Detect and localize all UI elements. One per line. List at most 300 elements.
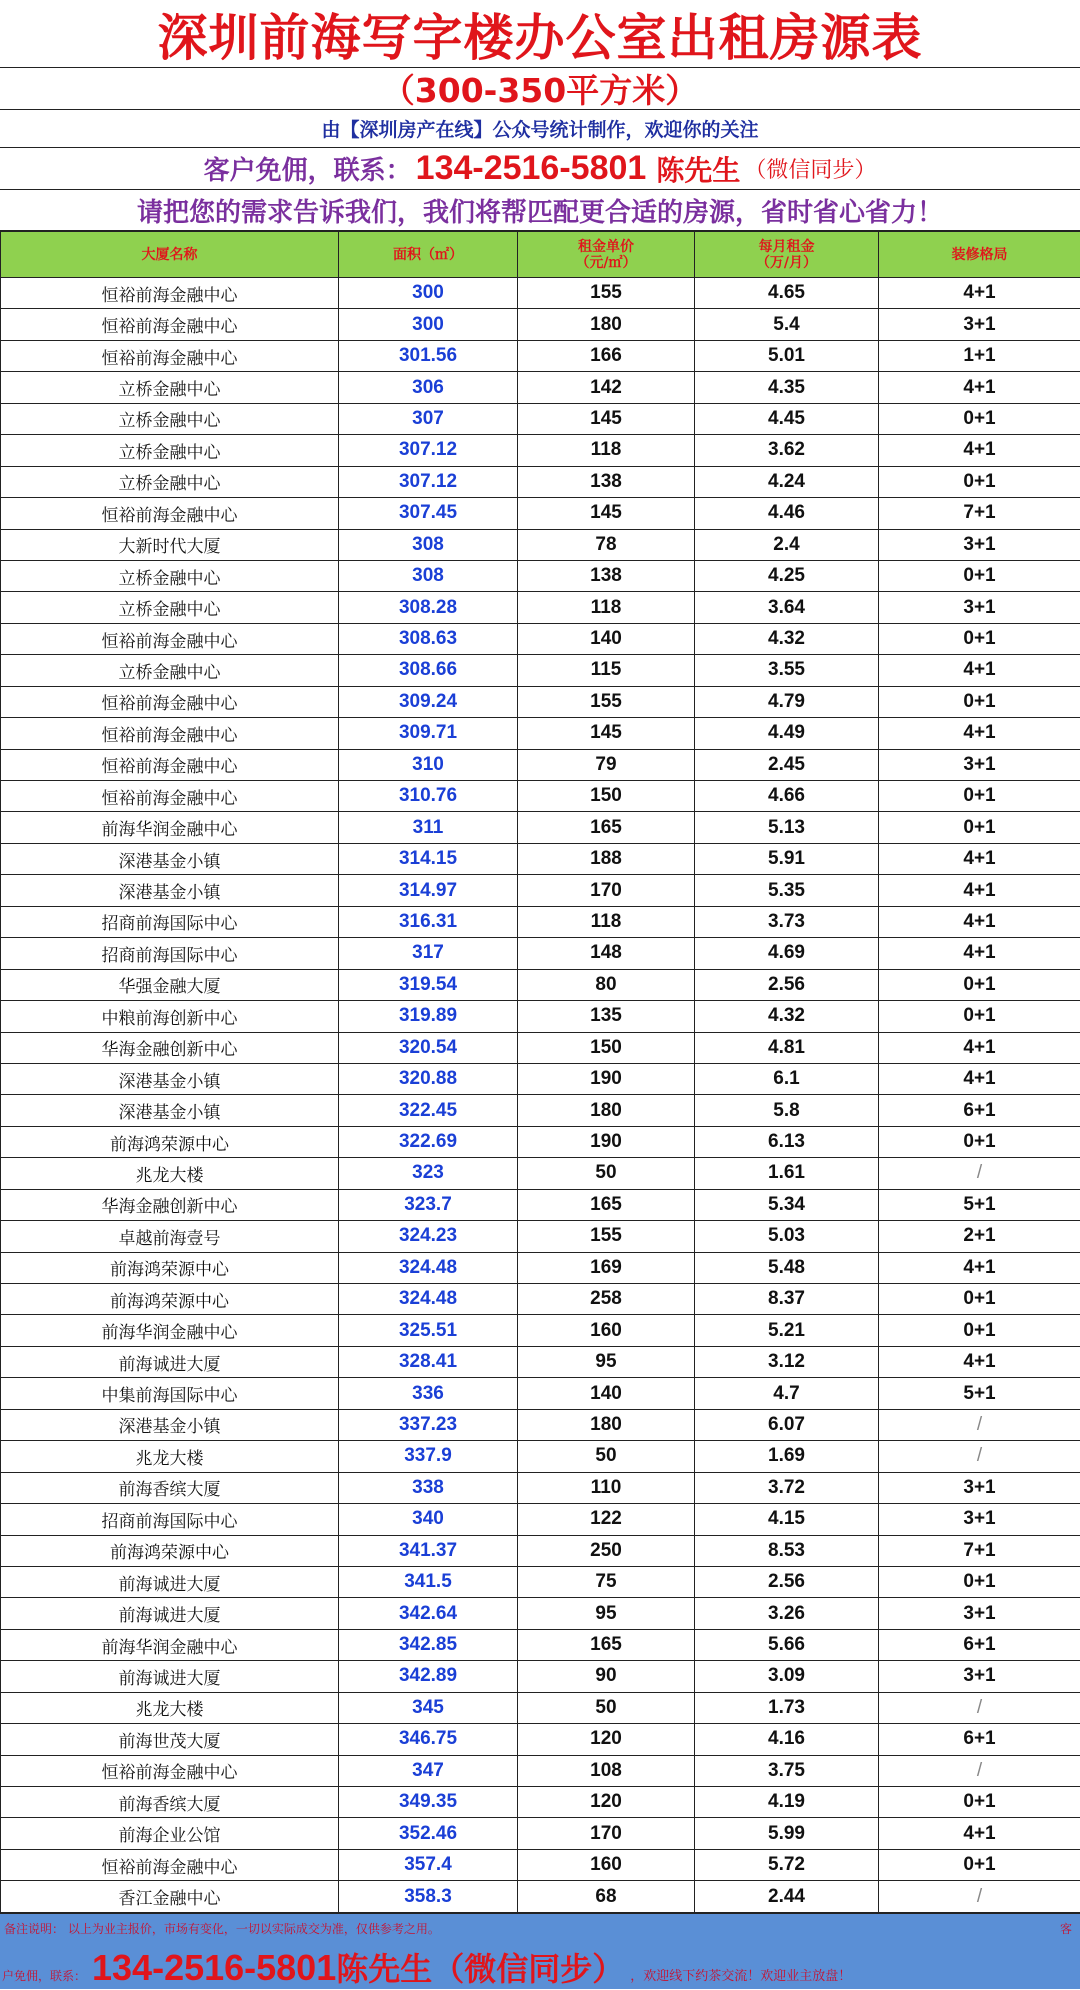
cell-area: 325.51 [339, 1315, 518, 1346]
cell-monthly-rent: 8.53 [695, 1535, 879, 1566]
cell-area: 358.3 [339, 1881, 518, 1912]
cell-monthly-rent: 4.32 [695, 623, 879, 654]
title-text: 深圳前海写字楼办公室出租房源表 [158, 0, 923, 70]
table-row [1, 372, 1080, 403]
cell-building-name: 前海鸿荣源中心 [1, 1535, 339, 1566]
table-row [1, 435, 1080, 466]
cell-building-name: 恒裕前海金融中心 [1, 749, 339, 780]
cell-area: 328.41 [339, 1346, 518, 1377]
cell-monthly-rent: 3.09 [695, 1661, 879, 1692]
cell-unit-price: 110 [518, 1472, 695, 1503]
cell-building-name: 前海香缤大厦 [1, 1787, 339, 1818]
cell-layout: 0+1 [879, 1315, 1080, 1346]
cell-building-name: 前海香缤大厦 [1, 1472, 339, 1503]
cell-area: 324.23 [339, 1221, 518, 1252]
cell-area: 314.97 [339, 875, 518, 906]
table-row [1, 1881, 1080, 1912]
table-row [1, 592, 1080, 623]
table-row [1, 560, 1080, 591]
cell-building-name: 前海鸿荣源中心 [1, 1284, 339, 1315]
cell-building-name: 立桥金融中心 [1, 372, 339, 403]
cell-layout: 4+1 [879, 655, 1080, 686]
table-row [1, 1724, 1080, 1755]
cell-unit-price: 122 [518, 1504, 695, 1535]
cell-unit-price: 148 [518, 938, 695, 969]
cell-unit-price: 145 [518, 403, 695, 434]
cell-unit-price: 145 [518, 718, 695, 749]
cell-layout: 3+1 [879, 309, 1080, 340]
cell-layout: 1+1 [879, 340, 1080, 371]
cell-building-name: 前海华润金融中心 [1, 812, 339, 843]
cell-monthly-rent: 4.7 [695, 1378, 879, 1409]
cell-building-name: 前海诚进大厦 [1, 1566, 339, 1597]
cell-area: 347 [339, 1755, 518, 1786]
cell-layout: / [879, 1158, 1080, 1189]
table-row [1, 1126, 1080, 1157]
cell-monthly-rent: 1.73 [695, 1692, 879, 1723]
table-row [1, 1158, 1080, 1189]
cell-monthly-rent: 4.79 [695, 686, 879, 717]
cell-unit-price: 165 [518, 1189, 695, 1220]
cell-area: 357.4 [339, 1849, 518, 1880]
cell-monthly-rent: 5.99 [695, 1818, 879, 1849]
table-row [1, 1535, 1080, 1566]
cell-unit-price: 165 [518, 1629, 695, 1660]
cell-area: 306 [339, 372, 518, 403]
cell-layout: 2+1 [879, 1221, 1080, 1252]
listing-table [0, 231, 1080, 1913]
cell-building-name: 深港基金小镇 [1, 1409, 339, 1440]
table-row [1, 1692, 1080, 1723]
cell-area: 336 [339, 1378, 518, 1409]
cell-area: 309.24 [339, 686, 518, 717]
contact-lead: 客户免佣，联系： [204, 150, 412, 187]
table-row [1, 1598, 1080, 1629]
cell-area: 314.15 [339, 843, 518, 874]
cell-monthly-rent: 5.01 [695, 340, 879, 371]
cell-building-name: 立桥金融中心 [1, 592, 339, 623]
col-monthly-rent: 每月租金 （万/月） [695, 232, 879, 278]
cell-area: 309.71 [339, 718, 518, 749]
cell-building-name: 立桥金融中心 [1, 560, 339, 591]
cell-unit-price: 250 [518, 1535, 695, 1566]
cell-area: 337.9 [339, 1441, 518, 1472]
cell-area: 341.5 [339, 1566, 518, 1597]
cell-area: 316.31 [339, 906, 518, 937]
cell-area: 310.76 [339, 781, 518, 812]
contact-wechat: （微信同步） [744, 153, 876, 184]
cell-building-name: 卓越前海壹号 [1, 1221, 339, 1252]
cell-monthly-rent: 2.56 [695, 969, 879, 1000]
table-row [1, 843, 1080, 874]
cell-layout: 0+1 [879, 1849, 1080, 1880]
cell-building-name: 华海金融创新中心 [1, 1032, 339, 1063]
cell-unit-price: 188 [518, 843, 695, 874]
cell-building-name: 中集前海国际中心 [1, 1378, 339, 1409]
cell-building-name: 兆龙大楼 [1, 1158, 339, 1189]
footer-note: 备注说明： 以上为业主报价，市场有变化，一切以实际成交为准，仅供参考之用。 [4, 1920, 440, 1937]
sheet-subtitle [0, 68, 1080, 110]
cell-layout: 0+1 [879, 969, 1080, 1000]
cell-building-name: 招商前海国际中心 [1, 1504, 339, 1535]
cell-unit-price: 115 [518, 655, 695, 686]
cell-unit-price: 120 [518, 1787, 695, 1818]
cell-unit-price: 95 [518, 1346, 695, 1377]
subtitle-text: （300-350平方米） [382, 65, 698, 112]
col-unit-price: 租金单价 （元/㎡） [518, 232, 695, 278]
cell-monthly-rent: 3.12 [695, 1346, 879, 1377]
cell-monthly-rent: 4.45 [695, 403, 879, 434]
cell-area: 323 [339, 1158, 518, 1189]
cell-building-name: 华海金融创新中心 [1, 1189, 339, 1220]
table-row [1, 1315, 1080, 1346]
cell-monthly-rent: 5.35 [695, 875, 879, 906]
cell-layout: 7+1 [879, 1535, 1080, 1566]
footer-name: 陈先生（微信同步） [336, 1944, 624, 1990]
cell-layout: 4+1 [879, 875, 1080, 906]
table-row [1, 529, 1080, 560]
table-row [1, 1189, 1080, 1220]
cell-unit-price: 160 [518, 1849, 695, 1880]
cell-building-name: 深港基金小镇 [1, 875, 339, 906]
col-area: 面积（㎡） [339, 232, 518, 278]
cell-layout: 4+1 [879, 906, 1080, 937]
cell-monthly-rent: 8.37 [695, 1284, 879, 1315]
footer-tail: ，欢迎线下约茶交流！欢迎业主放盘！ [630, 1965, 851, 1984]
cell-area: 317 [339, 938, 518, 969]
cell-layout: 4+1 [879, 278, 1080, 309]
footer-phone: 134-2516-5801 [92, 1947, 336, 1989]
cell-unit-price: 140 [518, 1378, 695, 1409]
table-row [1, 278, 1080, 309]
request-text: 请把您的需求告诉我们，我们将帮匹配更合适的房源，省时省心省力！ [137, 192, 943, 229]
cell-layout: 4+1 [879, 1252, 1080, 1283]
cell-unit-price: 79 [518, 749, 695, 780]
table-row [1, 403, 1080, 434]
cell-unit-price: 180 [518, 1409, 695, 1440]
col-layout: 装修格局 [879, 232, 1080, 278]
cell-area: 342.85 [339, 1629, 518, 1660]
cell-area: 308 [339, 560, 518, 591]
cell-layout: 7+1 [879, 498, 1080, 529]
table-row [1, 1095, 1080, 1126]
cell-building-name: 恒裕前海金融中心 [1, 686, 339, 717]
cell-monthly-rent: 4.15 [695, 1504, 879, 1535]
cell-building-name: 前海诚进大厦 [1, 1598, 339, 1629]
table-row [1, 781, 1080, 812]
cell-unit-price: 50 [518, 1158, 695, 1189]
cell-building-name: 恒裕前海金融中心 [1, 1755, 339, 1786]
cell-area: 342.89 [339, 1661, 518, 1692]
table-row [1, 1346, 1080, 1377]
cell-building-name: 华强金融大厦 [1, 969, 339, 1000]
cell-building-name: 前海华润金融中心 [1, 1629, 339, 1660]
cell-layout: 0+1 [879, 686, 1080, 717]
cell-monthly-rent: 4.69 [695, 938, 879, 969]
table-row [1, 1252, 1080, 1283]
cell-layout: / [879, 1409, 1080, 1440]
cell-area: 320.88 [339, 1063, 518, 1094]
table-row [1, 1001, 1080, 1032]
cell-unit-price: 118 [518, 592, 695, 623]
table-row [1, 1032, 1080, 1063]
col-building-name: 大厦名称 [1, 232, 339, 278]
cell-monthly-rent: 5.91 [695, 843, 879, 874]
cell-layout: 0+1 [879, 781, 1080, 812]
table-header-row [1, 232, 1080, 278]
cell-monthly-rent: 2.45 [695, 749, 879, 780]
cell-monthly-rent: 4.24 [695, 466, 879, 497]
cell-unit-price: 50 [518, 1692, 695, 1723]
cell-layout: / [879, 1755, 1080, 1786]
footer-bar [0, 1913, 1080, 1989]
cell-monthly-rent: 3.72 [695, 1472, 879, 1503]
cell-monthly-rent: 5.72 [695, 1849, 879, 1880]
cell-area: 340 [339, 1504, 518, 1535]
cell-building-name: 前海鸿荣源中心 [1, 1126, 339, 1157]
cell-monthly-rent: 4.46 [695, 498, 879, 529]
cell-unit-price: 138 [518, 466, 695, 497]
cell-area: 324.48 [339, 1252, 518, 1283]
cell-building-name: 恒裕前海金融中心 [1, 278, 339, 309]
cell-area: 322.69 [339, 1126, 518, 1157]
cell-layout: 0+1 [879, 1284, 1080, 1315]
cell-unit-price: 190 [518, 1126, 695, 1157]
cell-unit-price: 90 [518, 1661, 695, 1692]
cell-building-name: 招商前海国际中心 [1, 938, 339, 969]
table-row [1, 466, 1080, 497]
cell-layout: 4+1 [879, 1063, 1080, 1094]
cell-monthly-rent: 6.07 [695, 1409, 879, 1440]
cell-building-name: 前海华润金融中心 [1, 1315, 339, 1346]
table-row [1, 718, 1080, 749]
table-row [1, 812, 1080, 843]
table-row [1, 1661, 1080, 1692]
cell-monthly-rent: 1.69 [695, 1441, 879, 1472]
cell-layout: / [879, 1441, 1080, 1472]
cell-building-name: 恒裕前海金融中心 [1, 623, 339, 654]
cell-area: 307.12 [339, 466, 518, 497]
contact-line [0, 148, 1080, 190]
cell-building-name: 恒裕前海金融中心 [1, 498, 339, 529]
cell-area: 307.12 [339, 435, 518, 466]
cell-layout: 3+1 [879, 749, 1080, 780]
cell-layout: 4+1 [879, 843, 1080, 874]
cell-area: 346.75 [339, 1724, 518, 1755]
cell-unit-price: 150 [518, 1032, 695, 1063]
cell-layout: 3+1 [879, 592, 1080, 623]
cell-unit-price: 80 [518, 969, 695, 1000]
cell-layout: 0+1 [879, 1566, 1080, 1597]
cell-monthly-rent: 5.48 [695, 1252, 879, 1283]
cell-monthly-rent: 4.49 [695, 718, 879, 749]
contact-phone: 134-2516-5801 [416, 149, 647, 188]
cell-monthly-rent: 3.26 [695, 1598, 879, 1629]
cell-area: 342.64 [339, 1598, 518, 1629]
footer-lead: 户免佣，联系： [2, 1967, 86, 1984]
cell-layout: 4+1 [879, 1346, 1080, 1377]
cell-building-name: 中粮前海创新中心 [1, 1001, 339, 1032]
cell-layout: 0+1 [879, 1126, 1080, 1157]
table-row [1, 906, 1080, 937]
cell-building-name: 深港基金小镇 [1, 843, 339, 874]
cell-monthly-rent: 1.61 [695, 1158, 879, 1189]
table-row [1, 1787, 1080, 1818]
cell-unit-price: 118 [518, 435, 695, 466]
cell-monthly-rent: 2.44 [695, 1881, 879, 1912]
cell-area: 311 [339, 812, 518, 843]
table-row [1, 749, 1080, 780]
cell-unit-price: 50 [518, 1441, 695, 1472]
cell-layout: 4+1 [879, 1032, 1080, 1063]
table-row [1, 1818, 1080, 1849]
cell-unit-price: 160 [518, 1315, 695, 1346]
cell-layout: 0+1 [879, 466, 1080, 497]
cell-area: 319.54 [339, 969, 518, 1000]
cell-building-name: 恒裕前海金融中心 [1, 781, 339, 812]
cell-layout: 0+1 [879, 623, 1080, 654]
cell-building-name: 前海世茂大厦 [1, 1724, 339, 1755]
table-row [1, 969, 1080, 1000]
cell-layout: 4+1 [879, 435, 1080, 466]
table-row [1, 309, 1080, 340]
table-row [1, 1504, 1080, 1535]
cell-unit-price: 155 [518, 686, 695, 717]
cell-layout: 5+1 [879, 1378, 1080, 1409]
cell-area: 308.28 [339, 592, 518, 623]
table-row [1, 1849, 1080, 1880]
cell-layout: / [879, 1692, 1080, 1723]
cell-unit-price: 140 [518, 623, 695, 654]
cell-unit-price: 170 [518, 1818, 695, 1849]
cell-unit-price: 190 [518, 1063, 695, 1094]
cell-unit-price: 145 [518, 498, 695, 529]
cell-layout: 0+1 [879, 812, 1080, 843]
cell-area: 301.56 [339, 340, 518, 371]
cell-layout: 6+1 [879, 1629, 1080, 1660]
cell-monthly-rent: 4.81 [695, 1032, 879, 1063]
cell-area: 338 [339, 1472, 518, 1503]
made-by-text: 由【深圳房产在线】公众号统计制作，欢迎你的关注 [321, 115, 758, 142]
cell-monthly-rent: 5.34 [695, 1189, 879, 1220]
cell-unit-price: 169 [518, 1252, 695, 1283]
cell-monthly-rent: 2.56 [695, 1566, 879, 1597]
cell-layout: 3+1 [879, 529, 1080, 560]
cell-layout: 0+1 [879, 403, 1080, 434]
table-row [1, 1441, 1080, 1472]
cell-building-name: 大新时代大厦 [1, 529, 339, 560]
cell-unit-price: 138 [518, 560, 695, 591]
cell-unit-price: 166 [518, 340, 695, 371]
cell-building-name: 前海诚进大厦 [1, 1661, 339, 1692]
cell-area: 345 [339, 1692, 518, 1723]
cell-area: 324.48 [339, 1284, 518, 1315]
footer-contact-line [2, 1944, 851, 1990]
cell-layout: 3+1 [879, 1472, 1080, 1503]
cell-area: 352.46 [339, 1818, 518, 1849]
cell-monthly-rent: 5.13 [695, 812, 879, 843]
cell-monthly-rent: 4.25 [695, 560, 879, 591]
table-body [1, 278, 1080, 1913]
cell-unit-price: 95 [518, 1598, 695, 1629]
cell-building-name: 立桥金融中心 [1, 435, 339, 466]
cell-monthly-rent: 4.32 [695, 1001, 879, 1032]
table-row [1, 1221, 1080, 1252]
cell-unit-price: 68 [518, 1881, 695, 1912]
cell-layout: 6+1 [879, 1724, 1080, 1755]
cell-monthly-rent: 4.19 [695, 1787, 879, 1818]
cell-unit-price: 180 [518, 1095, 695, 1126]
cell-area: 320.54 [339, 1032, 518, 1063]
cell-area: 308.66 [339, 655, 518, 686]
table-row [1, 875, 1080, 906]
cell-monthly-rent: 3.75 [695, 1755, 879, 1786]
cell-building-name: 前海诚进大厦 [1, 1346, 339, 1377]
cell-building-name: 立桥金融中心 [1, 655, 339, 686]
table-row [1, 340, 1080, 371]
cell-building-name: 恒裕前海金融中心 [1, 718, 339, 749]
cell-unit-price: 108 [518, 1755, 695, 1786]
cell-area: 322.45 [339, 1095, 518, 1126]
cell-area: 323.7 [339, 1189, 518, 1220]
cell-monthly-rent: 5.03 [695, 1221, 879, 1252]
cell-area: 341.37 [339, 1535, 518, 1566]
cell-monthly-rent: 2.4 [695, 529, 879, 560]
cell-monthly-rent: 4.16 [695, 1724, 879, 1755]
table-row [1, 1378, 1080, 1409]
cell-layout: 4+1 [879, 1818, 1080, 1849]
cell-monthly-rent: 5.8 [695, 1095, 879, 1126]
cell-monthly-rent: 4.35 [695, 372, 879, 403]
cell-unit-price: 180 [518, 309, 695, 340]
cell-building-name: 立桥金融中心 [1, 403, 339, 434]
cell-monthly-rent: 6.13 [695, 1126, 879, 1157]
cell-unit-price: 258 [518, 1284, 695, 1315]
cell-area: 300 [339, 278, 518, 309]
cell-monthly-rent: 5.4 [695, 309, 879, 340]
cell-layout: 0+1 [879, 1001, 1080, 1032]
contact-name: 陈先生 [656, 149, 740, 189]
cell-monthly-rent: 5.21 [695, 1315, 879, 1346]
cell-unit-price: 165 [518, 812, 695, 843]
cell-monthly-rent: 3.62 [695, 435, 879, 466]
cell-building-name: 前海鸿荣源中心 [1, 1252, 339, 1283]
cell-layout: 5+1 [879, 1189, 1080, 1220]
cell-unit-price: 155 [518, 278, 695, 309]
table-row [1, 1063, 1080, 1094]
cell-area: 307 [339, 403, 518, 434]
cell-layout: 3+1 [879, 1661, 1080, 1692]
table-row [1, 1566, 1080, 1597]
request-line [0, 190, 1080, 231]
cell-building-name: 兆龙大楼 [1, 1692, 339, 1723]
cell-building-name: 深港基金小镇 [1, 1095, 339, 1126]
table-row [1, 686, 1080, 717]
table-row [1, 1409, 1080, 1440]
cell-layout: 4+1 [879, 938, 1080, 969]
table-row [1, 1284, 1080, 1315]
cell-layout: 3+1 [879, 1504, 1080, 1535]
cell-unit-price: 150 [518, 781, 695, 812]
cell-building-name: 恒裕前海金融中心 [1, 1849, 339, 1880]
cell-monthly-rent: 3.55 [695, 655, 879, 686]
made-by-line [0, 110, 1080, 148]
table-row [1, 1755, 1080, 1786]
cell-area: 307.45 [339, 498, 518, 529]
cell-area: 308.63 [339, 623, 518, 654]
table-row [1, 938, 1080, 969]
cell-layout: / [879, 1881, 1080, 1912]
